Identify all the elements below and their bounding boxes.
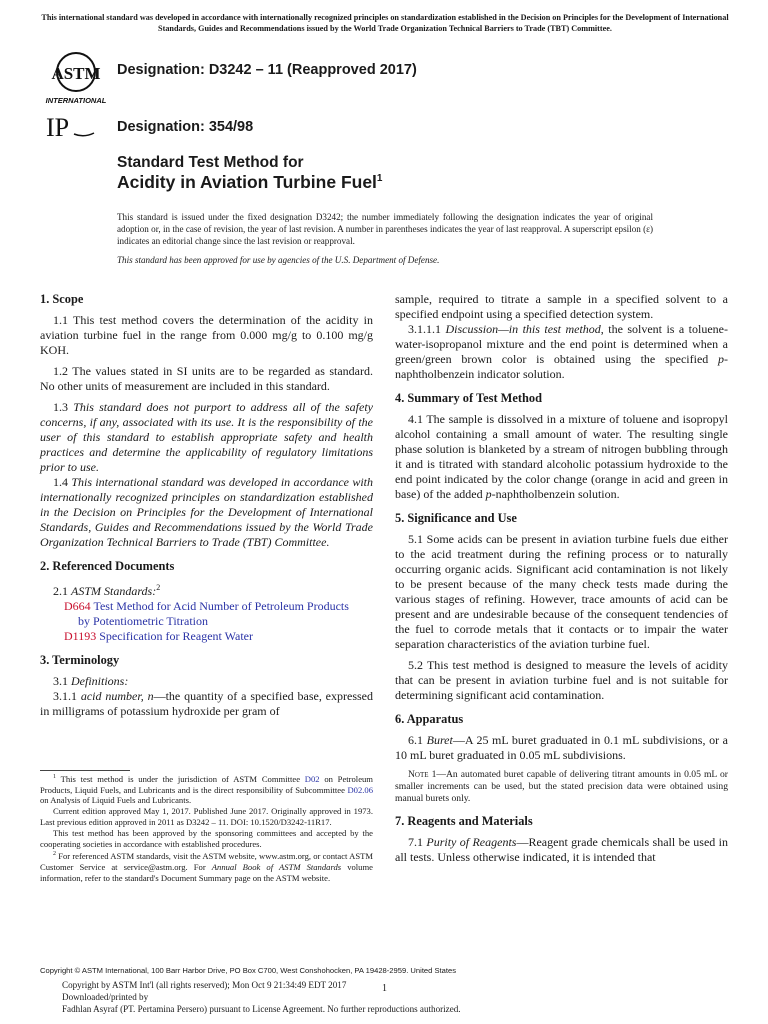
- para-7-1: 7.1 Purity of Reagents—Reagent grade chemicals shall be used in all tests. Unless otherwise indicated, it is intended that: [395, 835, 729, 864]
- para-3-1-1-cont: sample, required to titrate a sample in a specified solvent to a specified endpoint using a specified detection system.: [395, 292, 728, 321]
- download-notice: Copyright by ASTM Int'l (all rights reserved); Mon Oct 9 21:34:49 EDT 2017 Downloaded/printed by Fadhlan Asyraf (PT. Pertamina Persero) pursuant to License Agreement. No further reproductions authorized.: [62, 980, 461, 1015]
- para-3-1: 3.1 Definitions:: [53, 674, 129, 688]
- designation-ip: Designation: 354/98: [117, 119, 254, 135]
- para-4-1: 4.1 The sample is dissolved in a mixture of toluene and isopropyl alcohol containing a small amount of water. The resulting single phase solution is blanketed by a stream of nitrogen bubbling through it and is titrated with standard alcoholic potassium hydroxide to the end point indicated by the color change (orange in acid and green in base) of the added p-naphtholbenzein solution.: [395, 412, 728, 501]
- para-1-4: 1.4 This international standard was developed in accordance with internationally recognized principles on standardization established in the Decision on Principles for the Development of International Standards, Guides and Recommendations issued by the World Trade Organization Technical Barriers to Trade (TBT) Committee.: [40, 475, 374, 549]
- link-d02[interactable]: D02: [304, 773, 320, 784]
- para-1-2: 1.2 The values stated in SI units are to be regarded as standard. No other units of measurement are included in this standard.: [40, 364, 373, 393]
- section-4-heading: 4. Summary of Test Method: [395, 391, 542, 405]
- astm-logo: [42, 50, 110, 106]
- ref-d664-code[interactable]: D664: [64, 599, 91, 613]
- footnote-1: $^1$ This test method is under the jurisdiction of ASTM Committee D02 on Petroleum Products, Liquid Fuels, and Lubricants and is the direct responsibility of Subcommittee D02.06 on Analysis of Liquid Fuels and Lubricants.: [40, 773, 373, 806]
- ref-d1193[interactable]: [40, 629, 373, 644]
- section-5-heading: 5. Significance and Use: [395, 511, 517, 525]
- ip-logo-letters: IP: [46, 113, 70, 142]
- ref-d664-title[interactable]: Test Method for Acid Number of Petroleum Products: [90, 599, 349, 613]
- para-1-1: 1.1 This test method covers the determination of the acidity in aviation turbine fuel in the range from 0.000 mg/g to 0.100 mg/g KOH.: [40, 313, 373, 357]
- para-5-1: 5.1 Some acids can be present in aviation turbine fuels due either to the acid treatment during the refining process or to naturally occurring organic acids. Significant acid contamination is not likely to be present because of the many check tests made during the various stages of refining. However, trace amounts of acid can be present and are undesirable because of the consequent tendencies of the fuel to corrode metals that it contacts or to impair the water separation characteristics of the aviation turbine fuel.: [395, 532, 728, 651]
- right-column: [395, 292, 728, 865]
- dod-approval: This standard has been approved for use by agencies of the U.S. Department of Defense.: [117, 255, 440, 265]
- title-text: Acidity in Aviation Turbine Fuel: [117, 172, 377, 192]
- para-6-1: 6.1 Buret—A 25 mL buret graduated in 0.1 mL subdivisions, or a 10 mL buret graduated in 0.05 mL subdivisions.: [395, 733, 728, 762]
- ref-d1193-title[interactable]: Specification for Reagent Water: [96, 629, 253, 643]
- section-6-heading: 6. Apparatus: [395, 712, 464, 726]
- para-3-1-1: 3.1.1 acid number, n—the quantity of a specified base, expressed in milligrams of potassium hydroxide per gram of: [40, 689, 373, 718]
- footnote-method: This test method has been approved by the sponsoring committees and accepted by the cooperating societies in accordance with established procedures.: [40, 827, 373, 849]
- top-notice: This international standard was developed in accordance with internationally recognized principles on standardization established in the Decision on Principles for the Development of International Standards, Guides and Recommendations issued by the World Trade Organization Technical Barriers to Trade (TBT) Committee.: [41, 13, 729, 33]
- note-1: Note 1—An automated buret capable of delivering titrant amounts in 0.05 mL or smaller increments can be used, but the stated precision data were obtained using manual burets only.: [395, 769, 728, 804]
- para-3-1-1-1: 3.1.1.1 Discussion—in this test method, the solvent is a toluene-water-isopropanol mixture and the end point is determined when a green/green brown color is obtained using the specified p-naphtholbenzein indicator solution.: [395, 322, 728, 381]
- ip-logo: [44, 112, 104, 142]
- title-line-1: Standard Test Method for: [117, 154, 304, 171]
- para-2-1: 2.1 ASTM Standards:$^2$: [53, 583, 161, 598]
- issuance-statement: This standard is issued under the fixed designation D3242; the number immediately following the designation indicates the year of original adoption or, in the case of revision, the year of last revision. A number in parentheses indicates the year of last reapproval. A superscript epsilon (ε) indicates an editorial change since the last revision or reapproval.: [117, 212, 653, 246]
- footnote-2: $^2$ For referenced ASTM standards, visit the ASTM website, www.astm.org, or contact ASTM Customer Service at service@astm.org. For Annual Book of ASTM Standards volume information, refer to the standard's Document Summary page on the ASTM website.: [40, 851, 373, 883]
- section-2-heading: 2. Referenced Documents: [40, 559, 175, 573]
- title-line-2: [117, 172, 382, 193]
- astm-logo-letters: ASTM: [51, 64, 101, 83]
- para-1-3: 1.3 This standard does not purport to address all of the safety concerns, if any, associated with its use. It is the responsibility of the user of this standard to establish appropriate safety and health practices and determine the applicability of regulatory limitations prior to use.: [40, 400, 373, 474]
- page-number: 1: [382, 983, 387, 994]
- ref-d664[interactable]: D664 Test Method for Acid Number of Petroleum Products by Potentiometric Titration: [64, 599, 349, 628]
- designation-astm: Designation: D3242 – 11 (Reapproved 2017): [117, 62, 417, 78]
- astm-logo-subtitle: INTERNATIONAL: [45, 96, 107, 105]
- section-1-heading: 1. Scope: [40, 292, 84, 306]
- copyright-line: Copyright © ASTM International, 100 Barr Harbor Drive, PO Box C700, West Conshohocken, PA 19428-2959. United States: [40, 966, 457, 975]
- section-3-heading: 3. Terminology: [40, 653, 120, 667]
- ref-d1193-code[interactable]: D1193: [64, 629, 97, 643]
- link-d0206[interactable]: D02.06: [347, 784, 373, 795]
- footnote-rule: [40, 770, 130, 771]
- footnotes: [40, 772, 373, 884]
- footnote-edition: Current edition approved May 1, 2017. Published June 2017. Originally approved in 1973. Last previous edition approved in 2011 as D3242 – 11. DOI: 10.1520/D3242-11R17.: [40, 806, 373, 828]
- left-column: [40, 292, 373, 719]
- title-footnote-ref[interactable]: 1: [376, 173, 383, 185]
- section-7-heading: 7. Reagents and Materials: [395, 814, 533, 828]
- para-5-2: 5.2 This test method is designed to measure the levels of acidity that can be present in aviation turbine fuel and is not suitable for determining significant acid contamination.: [395, 658, 728, 702]
